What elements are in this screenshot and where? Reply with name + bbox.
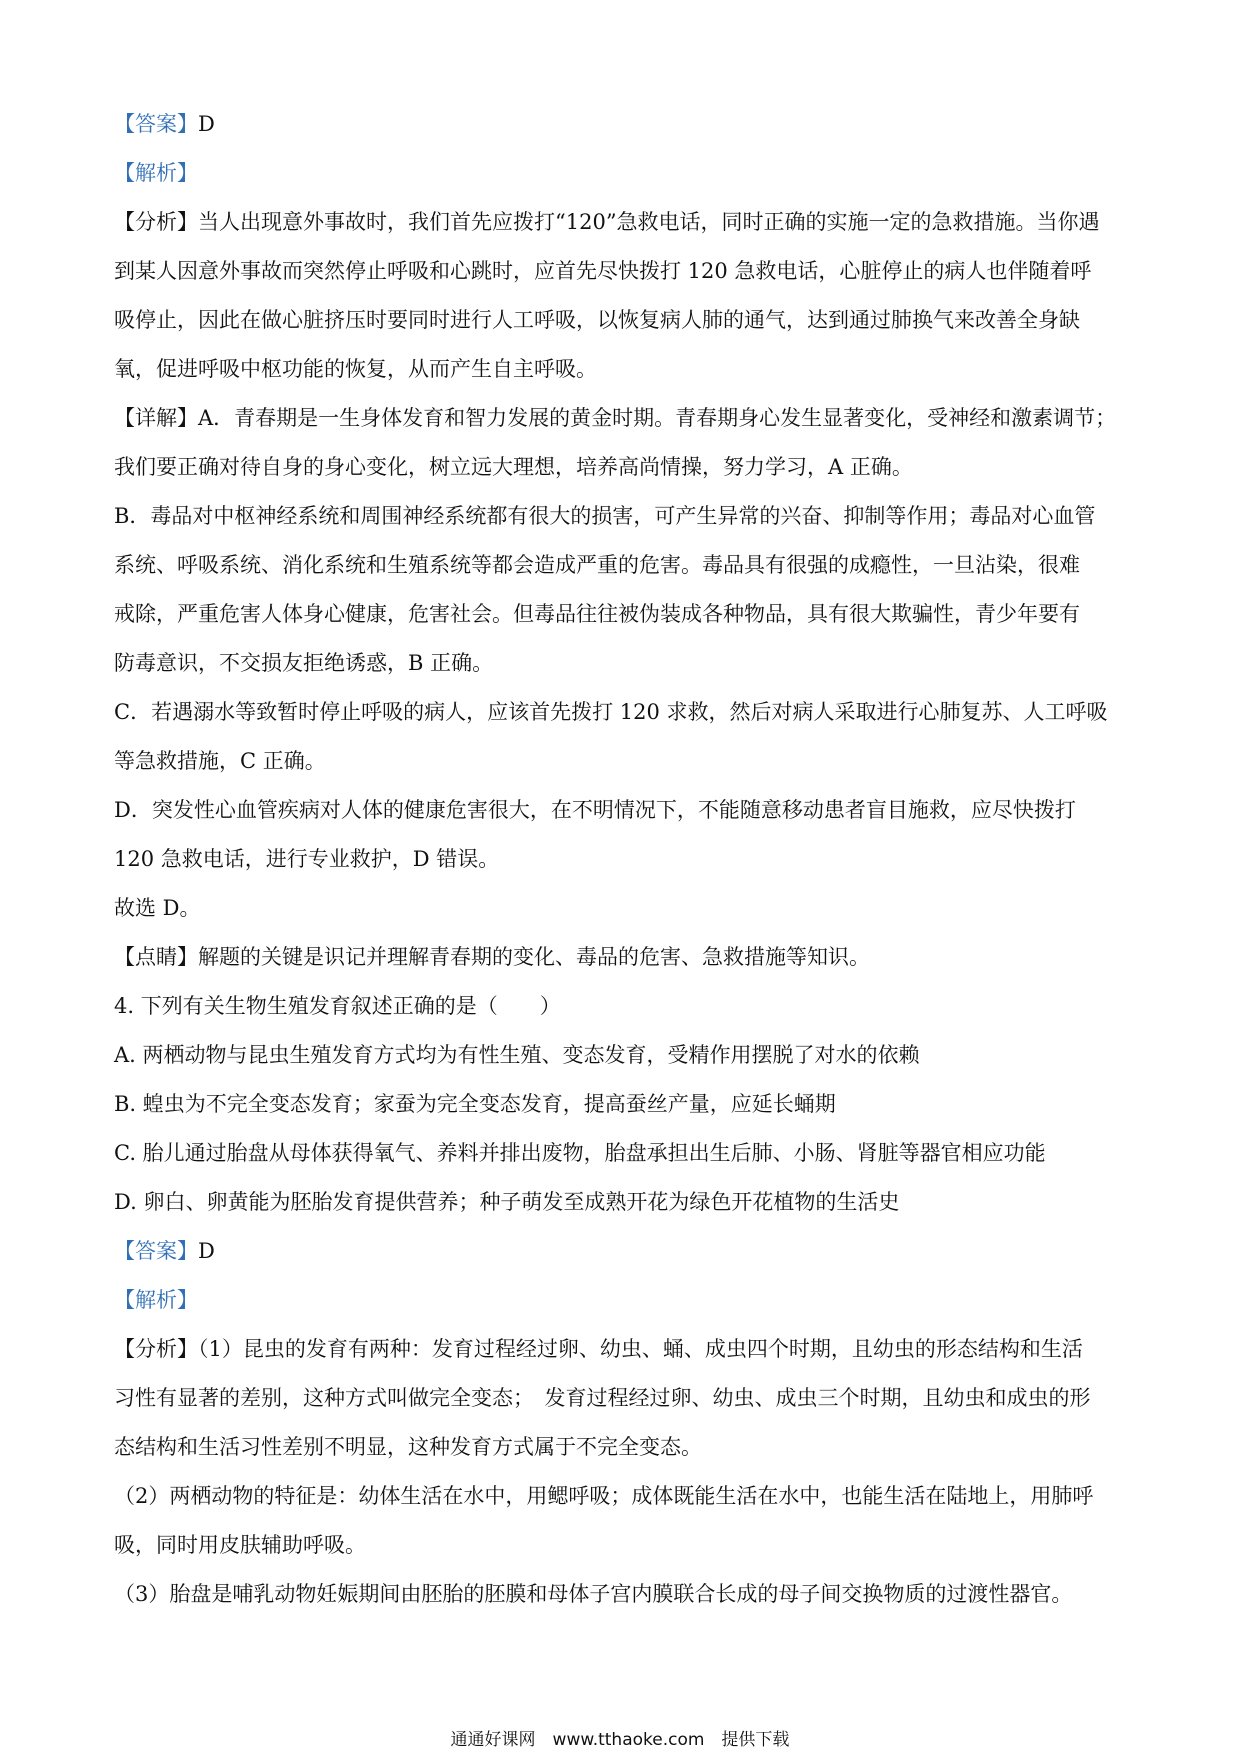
q3-xiangjie-line-4: 戒除，严重危害人体身心健康，危害社会。但毒品往往被伪装成各种物品，具有很大欺骗性，青少年要有 <box>114 602 1080 626</box>
answer-label: 【答案】 <box>114 1239 198 1263</box>
q3-xiangjie-line-8: D．突发性心血管疾病对人体的健康危害很大，在不明情况下，不能随意移动患者盲目施救，应尽快拨打 <box>114 798 1076 822</box>
q4-option-c: C. 胎儿通过胎盘从母体获得氧气、养料并排出废物，胎盘承担出生后肺、小肠、肾脏等器官相应功能 <box>114 1141 1046 1165</box>
q4-option-d: D. 卵白、卵黄能为胚胎发育提供营养；种子萌发至成熟开花为绿色开花植物的生活史 <box>114 1190 900 1214</box>
q4-fenxi-line-3: （2）两栖动物的特征是：幼体生活在水中，用鳃呼吸；成体既能生活在水中，也能生活在陆地上，用肺呼 <box>114 1484 1094 1508</box>
dianjing-label: 【点睛】 <box>114 945 198 969</box>
q4-answer-line <box>114 1227 1138 1276</box>
q3-xiangjie-line-10: 故选 D。 <box>114 896 201 920</box>
q3-xiangjie-line-7: 等急救措施，C 正确。 <box>114 749 326 773</box>
q3-xiangjie-line-2: B．毒品对中枢神经系统和周围神经系统都有很大的损害，可产生异常的兴奋、抑制等作用；毒品对心血管 <box>114 504 1096 528</box>
q3-fenxi-line-0: 【分析】当人出现意外事故时，我们首先应拨打“120”急救电话，同时正确的实施一定的急救措施。当你遇 <box>114 210 1100 234</box>
answer-label: 【答案】 <box>114 112 198 136</box>
q3-xiangjie-line-5: 防毒意识，不交损友拒绝诱惑，B 正确。 <box>114 651 494 675</box>
q4-option-a: A. 两栖动物与昆虫生殖发育方式均为有性生殖、变态发育，受精作用摆脱了对水的依赖 <box>114 1043 920 1067</box>
q4-fenxi-line-1: 习性有显著的差别，这种方式叫做完全变态； 发育过程经过卵、幼虫、成虫三个时期，且幼虫和成虫的形 <box>114 1386 1091 1410</box>
fenxi-label: 【分析】 <box>114 1337 198 1361</box>
q3-dianjing-line: 【点睛】解题的关键是识记并理解青春期的变化、毒品的危害、急救措施等知识。 <box>114 945 870 969</box>
q3-xiangjie-line-6: C．若遇溺水等致暂时停止呼吸的病人，应该首先拨打 120 求救，然后对病人采取进行心肺复苏、人工呼吸 <box>114 700 1108 724</box>
q4-option-b: B. 蝗虫为不完全变态发育；家蚕为完全变态发育，提高蚕丝产量，应延长蛹期 <box>114 1092 836 1116</box>
q3-xiangjie-line-9: 120 急救电话，进行专业救护，D 错误。 <box>114 847 500 871</box>
q4-fenxi-line-5: （3）胎盘是哺乳动物妊娠期间由胚胎的胚膜和母体子宫内膜联合长成的母子间交换物质的过渡性器官。 <box>114 1582 1073 1606</box>
q4-fenxi-line-0: 【分析】（1）昆虫的发育有两种：发育过程经过卵、幼虫、蛹、成虫四个时期，且幼虫的形态结构和生活 <box>114 1337 1083 1361</box>
xiangjie-label: 【详解】 <box>114 406 198 430</box>
q4-question: 4. 下列有关生物生殖发育叙述正确的是（ ） <box>114 994 561 1018</box>
q3-analysis-label <box>114 149 1138 198</box>
analysis-label: 【解析】 <box>114 161 198 185</box>
q3-answer-line <box>114 100 1138 149</box>
q3-fenxi-line-1: 到某人因意外事故而突然停止呼吸和心跳时，应首先尽快拨打 120 急救电话，心脏停止的病人也伴随着呼 <box>114 259 1092 283</box>
q3-xiangjie-line-0: 【详解】A．青春期是一生身体发育和智力发展的黄金时期。青春期身心发生显著变化，受神经和激素调节； <box>114 406 1117 430</box>
q4-analysis-label <box>114 1276 1138 1325</box>
q3-xiangjie-line-1: 我们要正确对待自身的身心变化，树立远大理想，培养高尚情操，努力学习，A 正确。 <box>114 455 913 479</box>
q4-fenxi-line-2: 态结构和生活习性差别不明显，这种发育方式属于不完全变态。 <box>114 1435 702 1459</box>
answer-value: D <box>198 1239 215 1263</box>
q3-xiangjie-line-3: 系统、呼吸系统、消化系统和生殖系统等都会造成严重的危害。毒品具有很强的成瘾性，一旦沾染，很难 <box>114 553 1080 577</box>
document-body <box>114 100 1138 1619</box>
answer-value: D <box>198 112 215 136</box>
q3-fenxi-line-2: 吸停止，因此在做心脏挤压时要同时进行人工呼吸，以恢复病人肺的通气，达到通过肺换气来改善全身缺 <box>114 308 1080 332</box>
fenxi-label: 【分析】 <box>114 210 198 234</box>
analysis-label: 【解析】 <box>114 1288 198 1312</box>
page-footer: 通通好课网 www.tthaoke.com 提供下载 <box>450 1730 790 1750</box>
q3-fenxi-line-3: 氧，促进呼吸中枢功能的恢复，从而产生自主呼吸。 <box>114 357 597 381</box>
q4-fenxi-line-4: 吸，同时用皮肤辅助呼吸。 <box>114 1533 366 1557</box>
